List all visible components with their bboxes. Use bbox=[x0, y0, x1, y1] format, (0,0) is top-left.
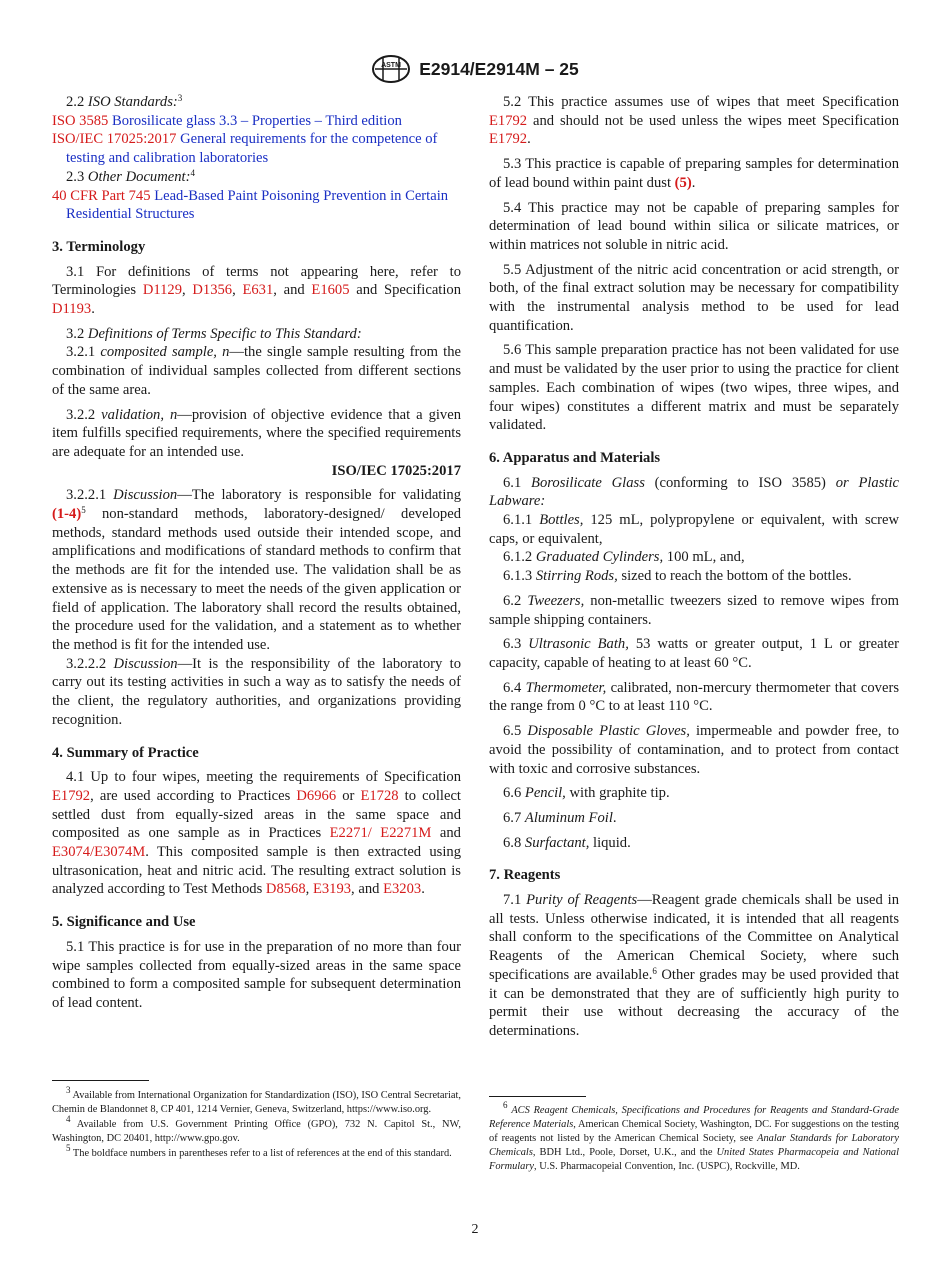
left-column bbox=[52, 93, 461, 1019]
para-3-2: 3.2 Definitions of Terms Specific to This Standard: bbox=[66, 325, 362, 342]
link-d1129[interactable]: D1129 bbox=[142, 282, 182, 299]
heading-terminology: 3. Terminology bbox=[52, 238, 146, 255]
page-number: 2 bbox=[471, 1222, 479, 1237]
para-5-3: 5.3 This practice is capable of preparing samples for determination of lead bound within paint dust (5). bbox=[489, 156, 899, 191]
para-6-4: 6.4 Thermometer, calibrated, non-mercury thermometer that covers the range from 0 °C to at least 110 °C. bbox=[489, 679, 899, 715]
link-ref-1-4[interactable]: (1-4) bbox=[52, 506, 82, 523]
para-6-1-3: 6.1.3 Stirring Rods, sized to reach the bottom of the bottles. bbox=[503, 568, 852, 585]
footnote-3: $^3$ Available from International Organization for Standardization (ISO), ISO Central Secretariat, Chemin de Blandonnet 8, CP 401, 1214 Vernier, Geneva, Switzerland, https://www.iso.org. bbox=[52, 1085, 461, 1115]
right-column bbox=[489, 93, 899, 1047]
footnote-6: $^6$ ACS Reagent Chemicals, Specifications and Procedures for Reagents and Standard-Grade Reference Materials, American Chemical Society, Washington, DC. For suggestions on the testing of reagents not listed by the American Chemical Society, see Analar Standards for Laboratory Chemicals, BDH Ltd., Poole, Dorset, U.K., and the United States Pharmacopeia and National Formulary, U.S. Pharmacopeial Convention, Inc. (USPC), Rockville, MD. bbox=[489, 1100, 900, 1172]
para-6-1: 6.1 Borosilicate Glass (conforming to ISO 3585) or Plastic Labware: bbox=[489, 474, 899, 510]
para-6-3: 6.3 Ultrasonic Bath, 53 watts or greater output, 1 L or greater capacity, capable of heating to at least 60 °C. bbox=[489, 636, 899, 671]
footnote-4: $^4$ Available from U.S. Government Printing Office (GPO), 732 N. Capitol St., NW, Washington, DC 20401, http://www.gpo.gov. bbox=[52, 1114, 461, 1144]
page-header bbox=[0, 54, 950, 84]
link-e3203[interactable]: E3203 bbox=[383, 881, 422, 898]
link-d1356[interactable]: D1356 bbox=[192, 282, 233, 299]
svg-text:ASTM: ASTM bbox=[381, 62, 402, 69]
section-2-2: 2.2 ISO Standards:$^3$ bbox=[66, 93, 183, 110]
link-e3074[interactable]: E3074/E3074M bbox=[52, 844, 146, 861]
para-7-1: 7.1 Purity of Reagents—Reagent grade chemicals shall be used in all tests. Unless otherwise indicated, it is intended that all reagents shall conform to the specifications of the Committee on Analytical Reagents of the American Chemical Society, where such specifications are available.$^6$ Other grades may be used provided that it can be demonstrated that they are of sufficiently high purity to permit their use without decreasing the accuracy of the determinations. bbox=[489, 892, 900, 1039]
para-5-6: 5.6 This sample preparation practice has not been validated for use and must be validated by the user prior to using the practice for client samples. Each combination of wipes (two wipes, three wipes, and four wipes) constitutes a different matrix and must be separately validated. bbox=[489, 342, 899, 434]
astm-logo-icon bbox=[371, 54, 411, 84]
para-6-2: 6.2 Tweezers, non-metallic tweezers sized to remove wipes from sample shipping containers. bbox=[489, 592, 899, 628]
heading-apparatus: 6. Apparatus and Materials bbox=[489, 449, 661, 466]
para-6-1-2: 6.1.2 Graduated Cylinders, 100 mL, and, bbox=[503, 549, 745, 566]
heading-summary: 4. Summary of Practice bbox=[52, 744, 199, 761]
section-2-3: 2.3 Other Document:$^4$ bbox=[66, 167, 195, 185]
document-designation: E2914/E2914M – 25 bbox=[419, 58, 579, 79]
para-6-7: 6.7 Aluminum Foil. bbox=[503, 809, 617, 826]
para-3-2-2-2: 3.2.2.2 Discussion—It is the responsibility of the laboratory to carry out its testing activities in such a way as to satisfy the needs of the client, the regulatory authorities, and organizations providing recognition. bbox=[52, 655, 461, 728]
link-e1792-a[interactable]: E1792 bbox=[489, 112, 528, 129]
link-e3193[interactable]: E3193 bbox=[312, 881, 352, 898]
heading-reagents: 7. Reagents bbox=[489, 867, 561, 884]
para-4-1: 4.1 Up to four wipes, meeting the requirements of Specification E1792, are used according to Practices D6966 or E1728 to collect settled dust from equally-sized areas in the same space and composited as one sample as in Practices E2271/ E2271M and E3074/E3074M. This composited sample is then extracted using ultrasonication, heat and nitric acid. The resulting extract solution is analyzed according to Test Methods D8568, E3193, and E3203. bbox=[52, 769, 461, 898]
link-e2271[interactable]: E2271/ E2271M bbox=[329, 825, 432, 842]
footnote-rule-right bbox=[489, 1096, 586, 1097]
para-5-2: 5.2 This practice assumes use of wipes that meet Specification E1792 and should not be used unless the wipes meet Specification E1792. bbox=[489, 94, 899, 148]
link-d6966[interactable]: D6966 bbox=[296, 787, 337, 804]
link-d1193[interactable]: D1193 bbox=[52, 301, 92, 318]
footnotes-right bbox=[489, 1100, 900, 1175]
heading-significance: 5. Significance and Use bbox=[52, 914, 196, 931]
link-d8568[interactable]: D8568 bbox=[265, 881, 306, 898]
para-3-1: 3.1 For definitions of terms not appearing here, refer to Terminologies D1129, D1356, E631, and E1605 and Specification D1193. bbox=[52, 263, 461, 318]
para-3-2-2-1: 3.2.2.1 Discussion—The laboratory is responsible for validating $(1-4)^5$ non-standard methods, laboratory-designed/ developed methods, standard methods used outside their intended scope, and amplifications and modifications of standard methods to confirm that the methods are fit for the intended use. The validation shall be as extensive as is necessary to meet the needs of the given application or field of application. The laboratory shall record the results obtained, the procedure used for the validation, and a statement as to whether the method is fit for the intended use. bbox=[52, 487, 461, 653]
link-ref-5[interactable]: (5) bbox=[674, 174, 692, 191]
footnote-5: $^5$ The boldface numbers in parentheses refer to a list of references at the end of this standard. bbox=[66, 1143, 452, 1159]
link-e1792-b[interactable]: E1792 bbox=[489, 131, 528, 148]
footnotes-left bbox=[52, 1085, 461, 1162]
source-iso-17025: ISO/IEC 17025:2017 bbox=[331, 462, 461, 479]
ref-iso-3585[interactable]: ISO 3585 Borosilicate glass 3.3 – Properties – Third edition bbox=[52, 112, 402, 129]
para-5-5: 5.5 Adjustment of the nitric acid concentration or acid strength, or both, of the final extract solution may be necessary for compatibility with the instrumental analysis method to be used for lead quantification. bbox=[489, 261, 899, 334]
ref-40cfr-745[interactable]: 40 CFR Part 745 Lead-Based Paint Poisoning Prevention in Certain Residential Structures bbox=[52, 187, 449, 223]
para-5-1: 5.1 This practice is for use in the preparation of no more than four wipe samples collected from equally-sized areas in the same space combined to form a composited sample for subsequent determination of lead content. bbox=[52, 938, 461, 1011]
para-5-4: 5.4 This practice may not be capable of preparing samples for determination of lead bound within silica or silicate matrices, or within matrices not soluble in nitric acid. bbox=[489, 199, 899, 253]
para-6-5: 6.5 Disposable Plastic Gloves, impermeable and powder free, to avoid the possibility of contamination, and to protect from contact with toxic and corrosive substances. bbox=[489, 723, 899, 777]
para-3-2-2: 3.2.2 validation, n—provision of objective evidence that a given item fulfills specified requirements, where the specified requirements are adequate for an intended use. bbox=[52, 406, 462, 460]
link-e1605[interactable]: E1605 bbox=[311, 282, 350, 299]
ref-iso-17025[interactable]: ISO/IEC 17025:2017 General requirements for the competence of testing and calibration laboratories bbox=[52, 131, 438, 167]
link-e631[interactable]: E631 bbox=[242, 282, 274, 299]
para-3-2-1: 3.2.1 composited sample, n—the single sample resulting from the combination of individual samples collected from different sections of the same area. bbox=[52, 344, 461, 398]
para-6-1-1: 6.1.1 Bottles, 125 mL, polypropylene or equivalent, with screw caps, or equivalent, bbox=[489, 512, 899, 547]
link-e1728[interactable]: E1728 bbox=[360, 787, 399, 804]
para-6-8: 6.8 Surfactant, liquid. bbox=[503, 834, 631, 851]
footnote-rule-left bbox=[52, 1080, 149, 1081]
para-6-6: 6.6 Pencil, with graphite tip. bbox=[503, 785, 670, 802]
link-e1792[interactable]: E1792 bbox=[52, 787, 91, 804]
